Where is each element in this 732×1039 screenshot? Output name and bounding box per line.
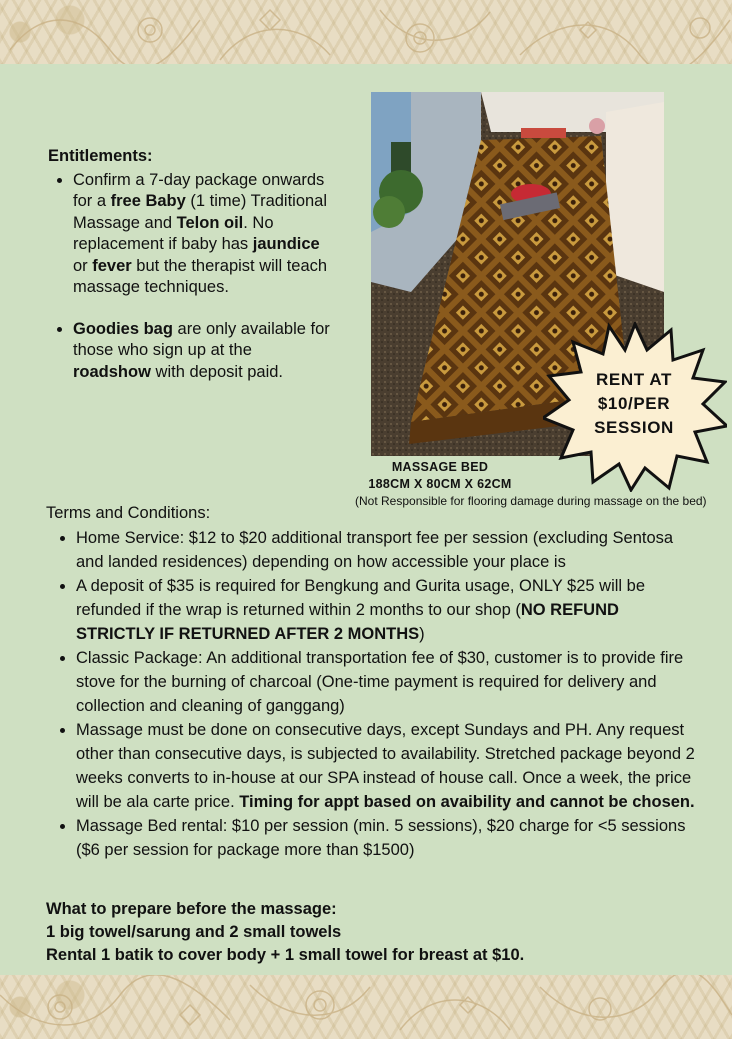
badge-line-1: RENT AT (596, 370, 672, 389)
preparation-section (46, 898, 524, 967)
bed-caption (360, 459, 520, 493)
prep-heading: What to prepare before the massage: (46, 900, 337, 918)
bed-caption-dimensions: 188CM X 80CM X 62CM (368, 477, 512, 491)
list-item: • Confirm a 7-day package onwards for a free Baby (1 time) Traditional Massage and Telon oil. No replacement if baby has jaundice or fever but the therapist will teach massage techniques. (73, 170, 333, 299)
list-item: • A deposit of $35 is required for Bengkung and Gurita usage, ONLY $25 will be refunded if the wrap is returned within 2 months to our shop (NO REFUND STRICTLY IF RETURNED AFTER 2 MONTHS) (76, 574, 696, 646)
badge-line-3: SESSION (594, 418, 674, 437)
rent-badge-text (562, 368, 706, 440)
top-decorative-border (0, 0, 732, 64)
entitlements-heading: Entitlements: (48, 147, 153, 165)
list-item: • Home Service: $12 to $20 additional transport fee per session (excluding Sentosa and landed residences) depending on how accessible your place is (76, 526, 696, 574)
list-item: • Goodies bag are only available for those who sign up at the roadshow with deposit paid. (73, 319, 333, 384)
entitlements-section (48, 146, 333, 403)
list-item: • Classic Package: An additional transportation fee of $30, customer is to provide fire stove for the burning of charcoal (One-time payment is required for delivery and collection and cleaning of ganggang) (76, 646, 696, 718)
badge-line-2: $10/PER (597, 394, 671, 413)
bed-caption-name: MASSAGE BED (391, 460, 489, 474)
list-item: • Massage Bed rental: $10 per session (min. 5 sessions), $20 charge for <5 sessions ($6 per session for package more than $1500) (76, 814, 696, 862)
terms-section (46, 501, 696, 862)
entitlements-list (48, 170, 333, 384)
prep-rental: Rental 1 batik to cover body + 1 small towel for breast at $10. (46, 946, 525, 964)
list-item: • Massage must be done on consecutive days, except Sundays and PH. Any request other than consecutive days, is subjected to availability. Stretched package beyond 2 weeks converts to in-house at our SPA instead of house call. Once a week, the price will be ala carte price. Timing for appt based on avaibility and cannot be chosen. (76, 718, 696, 814)
bottom-decorative-border (0, 975, 732, 1039)
terms-list (46, 526, 696, 862)
flooring-disclaimer: (Not Responsible for flooring damage during massage on the bed) (355, 494, 707, 508)
terms-heading: Terms and Conditions: (46, 504, 211, 522)
prep-towels: 1 big towel/sarung and 2 small towels (46, 923, 342, 941)
